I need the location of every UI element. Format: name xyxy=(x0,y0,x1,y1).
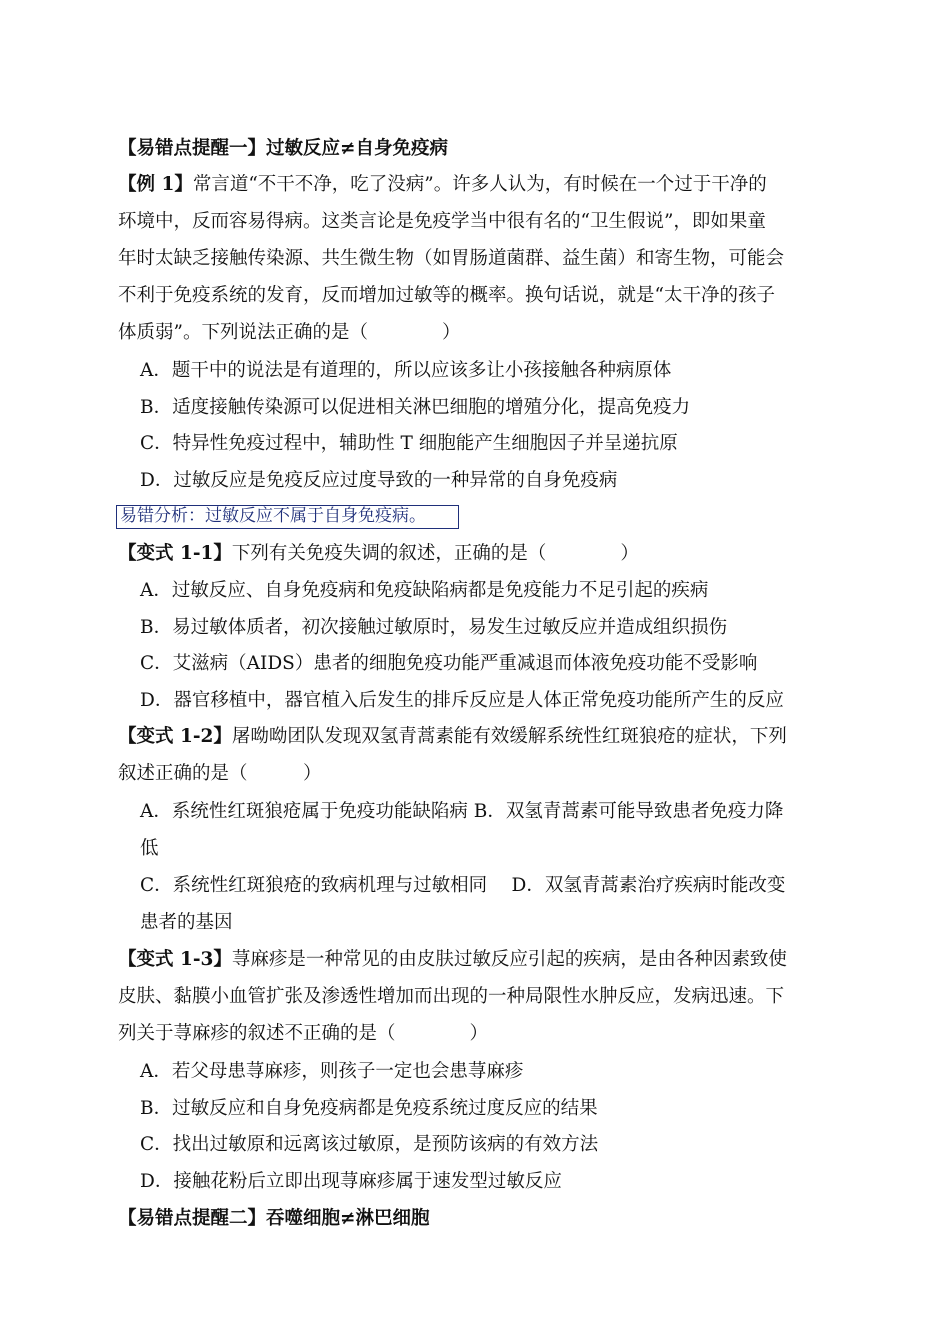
variant3-option-d: D．接触花粉后立即出现荨麻疹属于速发型过敏反应 xyxy=(140,1171,562,1192)
variant3-option-b: B．过敏反应和自身免疫病都是免疫系统过度反应的结果 xyxy=(140,1098,598,1119)
example1-option-d: D．过敏反应是免疫反应过度导致的一种异常的自身免疫病 xyxy=(140,470,618,491)
variant3-line-1: 【变式 1-3】荨麻疹是一种常见的由皮肤过敏反应引起的疾病，是由各种因素致使 xyxy=(118,949,787,970)
error-analysis-box: 易错分析：过敏反应不属于自身免疫病。 xyxy=(116,505,459,529)
variant3-line-3: 列关于荨麻疹的叙述不正确的是（ ） xyxy=(118,1023,489,1044)
variant1-option-d: D．器官移植中，器官植入后发生的排斥反应是人体正常免疫功能所产生的反应 xyxy=(140,690,784,711)
variant1-line-1: 【变式 1-1】下列有关免疫失调的叙述，正确的是（ ） xyxy=(118,543,639,564)
variant1-option-b: B．易过敏体质者，初次接触过敏原时，易发生过敏反应并造成组织损伤 xyxy=(140,617,728,638)
variant1-option-a: A．过敏反应、自身免疫病和免疫缺陷病都是免疫能力不足引起的疾病 xyxy=(140,580,709,601)
example1-line-3: 年时太缺乏接触传染源、共生微生物（如胃肠道菌群、益生菌）和寄生物，可能会 xyxy=(118,248,785,269)
variant3-option-c: C．找出过敏原和远离该过敏原，是预防该病的有效方法 xyxy=(140,1134,599,1155)
example1-option-c: C．特异性免疫过程中，辅助性 T 细胞能产生细胞因子并呈递抗原 xyxy=(140,433,678,454)
section1-title: 【易错点提醒一】过敏反应≠自身免疫病 xyxy=(118,138,449,159)
variant3-option-a: A．若父母患荨麻疹，则孩子一定也会患荨麻疹 xyxy=(140,1061,524,1082)
variant1-option-c: C．艾滋病（AIDS）患者的细胞免疫功能严重减退而体液免疫功能不受影响 xyxy=(140,653,758,674)
example1-option-a: A．题干中的说法是有道理的，所以应该多让小孩接触各种病原体 xyxy=(140,360,672,381)
example1-line-2: 环境中，反而容易得病。这类言论是免疫学当中很有名的“卫生假说”，即如果童 xyxy=(118,211,766,232)
example1-line-4: 不利于免疫系统的发育，反而增加过敏等的概率。换句话说，就是“太干净的孩子 xyxy=(118,285,775,306)
variant2-options-ab-wrap: 低 xyxy=(140,838,159,859)
variant3-line-2: 皮肤、黏膜小血管扩张及渗透性增加而出现的一种局限性水肿反应，发病迅速。下 xyxy=(118,986,785,1007)
variant2-tag: 【变式 1-2】 xyxy=(118,726,232,747)
section2-title: 【易错点提醒二】吞噬细胞≠淋巴细胞 xyxy=(118,1208,430,1229)
variant1-tag: 【变式 1-1】 xyxy=(118,543,232,564)
variant2-line-2: 叙述正确的是（ ） xyxy=(118,763,322,784)
example1-line-5: 体质弱”。下列说法正确的是（ ） xyxy=(118,322,461,343)
example1-line-1: 【例 1】常言道“不干不净，吃了没病”。许多人认为，有时候在一个过于干净的 xyxy=(118,174,767,195)
variant2-line-1: 【变式 1-2】屠呦呦团队发现双氢青蒿素能有效缓解系统性红斑狼疮的症状，下列 xyxy=(118,726,787,747)
variant3-tag: 【变式 1-3】 xyxy=(118,949,232,970)
example1-tag: 【例 1】 xyxy=(118,174,193,195)
variant2-options-cd-wrap: 患者的基因 xyxy=(140,912,233,933)
example1-option-b: B．适度接触传染源可以促进相关淋巴细胞的增殖分化，提高免疫力 xyxy=(140,397,691,418)
variant2-options-cd: C．系统性红斑狼疮的致病机理与过敏相同 D．双氢青蒿素治疗疾病时能改变 xyxy=(140,875,786,896)
variant2-options-ab: A．系统性红斑狼疮属于免疫功能缺陷病 B．双氢青蒿素可能导致患者免疫力降 xyxy=(140,801,784,822)
